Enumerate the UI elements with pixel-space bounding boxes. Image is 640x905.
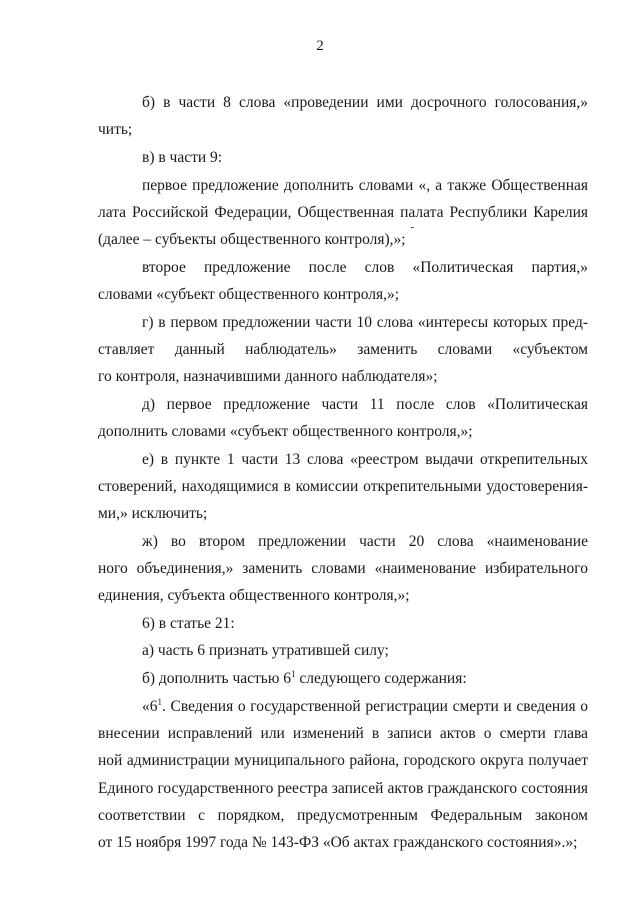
text-line: внесении исправлений или изменений в записи актов о смерти глава xyxy=(98,725,588,742)
text-line: б) в части 8 слова «проведении ими досрочного голосования,» xyxy=(142,94,588,111)
text-line: ного объединения,» заменить словами «наименование избирательного xyxy=(98,560,588,577)
stray-mark xyxy=(411,227,414,228)
text-line: го контроля, назначившими данного наблюдателя»; xyxy=(98,368,438,385)
text-line: ми,» исключить; xyxy=(98,505,208,522)
superscript: 1 xyxy=(157,697,162,707)
text-line: лата Российской Федерации, Общественная палата Республики Карелия xyxy=(98,204,588,221)
text-line: чить; xyxy=(98,121,133,138)
text-line: Единого государственного реестра записей актов гражданского состояния xyxy=(98,780,588,797)
text-line: ной администрации муниципального района, городского округа получает xyxy=(98,752,588,769)
text-line: д) первое предложение части 11 после слов «Политическая xyxy=(142,396,588,413)
text-line: ставляет данный наблюдатель» заменить словами «субъектом xyxy=(98,341,588,358)
text-line: словами «субъект общественного контроля,»; xyxy=(98,286,400,303)
text-line: в) в части 9: xyxy=(142,149,223,166)
text-line: е) в пункте 1 части 13 слова «реестром выдачи открепительных xyxy=(142,451,588,468)
text-line: г) в первом предложении части 10 слова «интересы которых пред- xyxy=(142,314,588,331)
text-line: первое предложение дополнить словами «, а также Общественная xyxy=(142,177,588,194)
text-line: ж) во втором предложении части 20 слова «наименование xyxy=(142,533,588,550)
text-line xyxy=(142,697,588,717)
text-line: стоверений, находящимися в комиссии открепительными удостоверения- xyxy=(98,478,588,495)
text-line: от 15 ноября 1997 года № 143-ФЗ «Об актах гражданского состояния».»; xyxy=(98,834,578,851)
text-line: (далее – субъекты общественного контроля),»; xyxy=(98,231,406,248)
text-line: второе предложение после слов «Политическая партия,» xyxy=(142,259,588,276)
text-line: 6) в статье 21: xyxy=(142,615,235,632)
text-line: единения, субъекта общественного контроля,»; xyxy=(98,587,410,604)
text-fragment: б) дополнить частью 6 xyxy=(142,670,292,687)
text-fragment: . Сведения о государственной регистрации смерти и сведения о xyxy=(162,698,588,715)
text-line: а) часть 6 признать утратившей силу; xyxy=(142,642,389,659)
superscript: 1 xyxy=(291,669,296,679)
text-line: дополнить словами «субъект общественного контроля,»; xyxy=(98,423,473,440)
text-line: соответствии с порядком, предусмотренным Федеральным законом xyxy=(98,807,588,824)
text-fragment: «6 xyxy=(142,698,158,715)
text-fragment: следующего содержания: xyxy=(295,670,467,687)
text-line xyxy=(142,669,588,689)
page-number: 2 xyxy=(316,38,324,54)
